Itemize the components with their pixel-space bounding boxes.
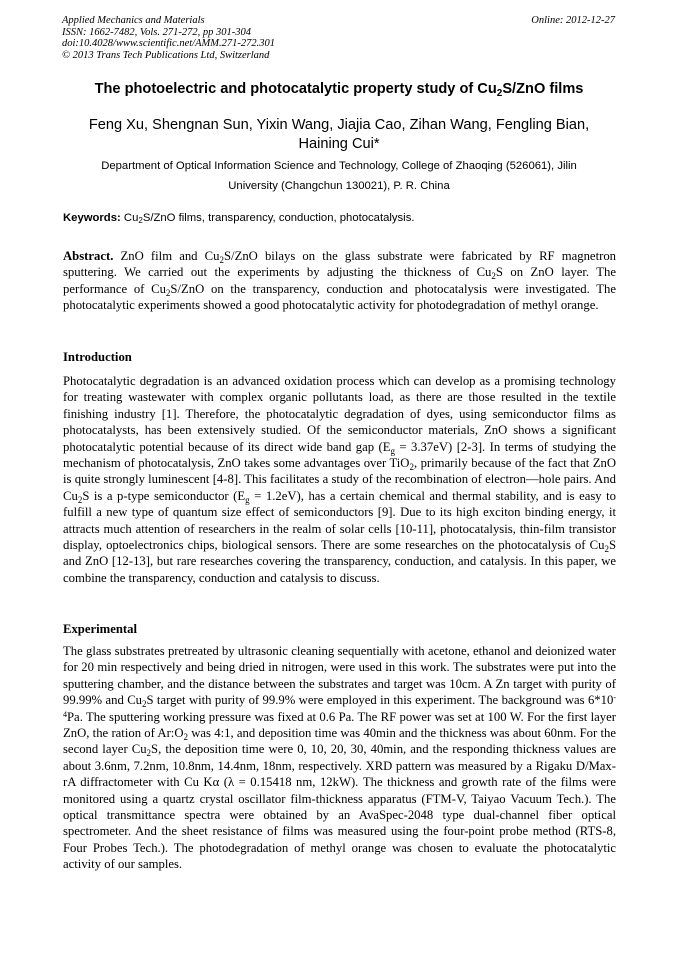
- keywords-label: Keywords:: [63, 212, 121, 224]
- author-line: Feng Xu, Shengnan Sun, Yixin Wang, Jiajia Cao, Zihan Wang, Fengling Bian,: [88, 117, 590, 133]
- online-date: Online: 2012-12-27: [531, 15, 615, 26]
- issn: ISSN: 1662-7482, Vols. 271-272, pp 301-304: [62, 26, 251, 38]
- journal-name: Applied Mechanics and Materials: [62, 15, 205, 26]
- affiliation-line: University (Changchun 130021), P. R. China: [228, 180, 450, 192]
- abstract-label: Abstract.: [63, 249, 114, 263]
- affiliation: [50, 156, 628, 196]
- section-heading-introduction: Introduction: [63, 350, 132, 364]
- affiliation-line: Department of Optical Information Science and Technology, College of Zhaoqing (526061), Jilin: [101, 160, 577, 172]
- doi: doi:10.4028/www.scientific.net/AMM.271-272.301: [62, 38, 275, 49]
- author-line: Haining Cui*: [298, 136, 380, 152]
- keywords: Keywords: $Cu_2S$/ZnO films, transparency, conduction, photocatalysis.: [63, 212, 415, 225]
- paper-title: The photoelectric and photocatalytic property study of $Cu_2S$/ZnO films: [94, 81, 584, 99]
- section-heading-experimental: Experimental: [63, 622, 138, 636]
- experimental-paragraph: The glass substrates pretreated by ultrasonic cleaning sequentially with acetone, ethanol and deionized water for 20 min respectively and being dried in nitrogen, were used in this work. The substrates were put into the sputtering chamber, and the distance between the substrates and target was 10cm. A Zn target with purity of 99.99% and $Cu_2S$ target with purity of 99.9% were employed in this experiment. The background was $6*10^{-4}Pa$. The sputtering working pressure was fixed at 0.6 Pa. The RF power was set at 100 W. For the first layer ZnO, the ration of $Ar:O_2$ was 4:1, and deposition time was 40min and the thickness was about 60nm. For the second layer $Cu_2S$, the deposition time were 0, 10, 20, 30, 40min, and the responding thickness values are about 3.6nm, 7.2nm, 10.8nm, 14.4nm, 18nm, respectively. XRD pattern was measured by a Rigaku D/Max-rA diffractometer with Cu Kα (λ = 0.15418 nm, 12kW). The thickness and growth rate of the films were monitored using a quartz crystal oscillator film-thickness apparatus (FTM-V, Taiyao Vacuum Tech.). The optical transmittance spectra were obtained by an AvaSpec-2048 type dual-channel fiber optical spectrometer. And the sheet resistance of films was measured using the four-point probe method (RTS-8, Four Probes Tech.). The photodegradation of methyl orange was chosen to evaluate the photocatalytic activity of our samples.: [63, 644, 616, 872]
- introduction-paragraph: Photocatalytic degradation is an advanced oxidation process which can develop as a promising technology for treating wastewater with complex organic pollutants load, as there are those resulted in the textile finishing industry [1]. Therefore, the photocatalytic degradation of dyes, using semiconductor films as photocatalysts, has been extensively studied. Of the semiconductor materials, ZnO shows a significant photocatalytic potential because of its direct wide band gap $(E_g = 3.37eV)$ [2-3]. In terms of studying the mechanism of photocatalysis, ZnO takes some advantages over TiO$_2$, primarily because of the fact that ZnO is quite strongly luminescent [4-8]. This facilitates a study of the recombination of electron—hole pairs. And $Cu_2S$ is a p-type semiconductor $(E_g = 1.2eV)$, has a certain chemical and thermal stability, and is easy to fulfill a new type of quantum size effect of semiconductors [9]. Due to its high exciton binding energy, it attracts much attention of researchers in the realm of solar cells [10-11], photocatalysis, thin-film transistor display, optoelectronics chips, biological sensors. There are some researches on the photocatalysis of $Cu_2S$ and ZnO [12-13], but rare researches covering the transparency, conduction, and catalysis. In this paper, we combine the transparency, conduction and catalysis to discuss.: [63, 374, 617, 585]
- abstract-paragraph: Abstract. ZnO film and $Cu_2S$/ZnO bilays on the glass substrate were fabricated by RF magnetron sputtering. We carried out the experiments by adjusting the thickness of $Cu_2S$ on ZnO layer. The performance of $Cu_2S$/ZnO on the transparency, conduction and photocatalysis were investigated. The photocatalytic experiments showed a good photocatalytic activity for photodegradation of methyl orange.: [63, 249, 617, 313]
- journal-header: [62, 15, 615, 61]
- author-list: [40, 116, 638, 154]
- copyright: © 2013 Trans Tech Publications Ltd, Switzerland: [62, 49, 270, 61]
